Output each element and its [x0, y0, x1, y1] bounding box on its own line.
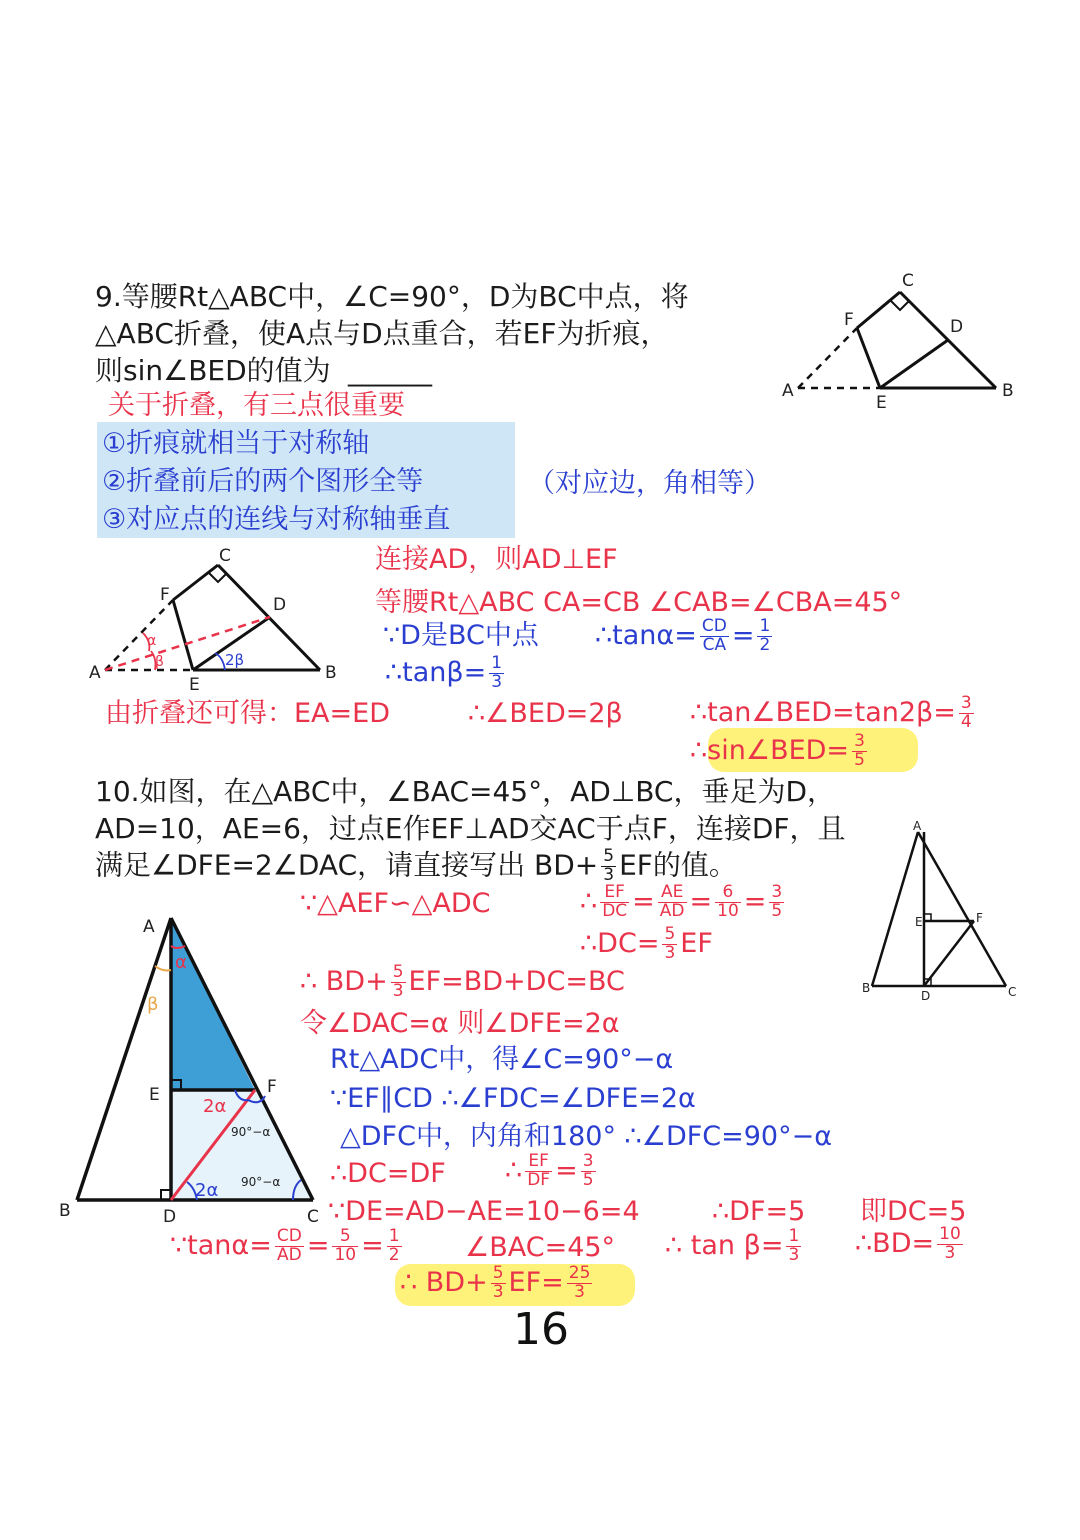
- q9-sol-2: 等腰Rt△ABC CA=CB ∠CAB=∠CBA=45°: [375, 587, 903, 618]
- q10-fig2-label-d: D: [163, 1207, 177, 1227]
- q9-fig2-alpha: α: [147, 633, 157, 649]
- q10-sol-4: 令∠DAC=α 则∠DFE=2α: [300, 1008, 620, 1039]
- q9-point-1: ①折痕就相当于对称轴: [102, 428, 370, 459]
- q10-sol-2: ∴DC= $\frac{5}{3}$ EF: [580, 924, 713, 963]
- q10-fig1-label-a: A: [913, 819, 922, 833]
- q9-fig1-label-b: B: [1002, 381, 1014, 401]
- q10-fig2-label-a: A: [143, 917, 155, 937]
- q9-point-3: ③对应点的连线与对称轴垂直: [102, 504, 451, 535]
- q9-stem-line3: 则sin∠BED的值为: [95, 354, 331, 387]
- q10-fig1-label-d: D: [921, 989, 931, 1003]
- q10-figure-original: [860, 820, 1030, 1005]
- q9-figure-original: [770, 270, 1030, 413]
- q10-stem-line3: 满足∠DFE=2∠DAC，请直接写出 BD+ $\frac{5}{3}$ EF的值。: [95, 846, 737, 885]
- q10-fig1-label-b: B: [862, 981, 871, 995]
- q10-sol-8a: ∴DC=DF: [330, 1158, 446, 1189]
- q10-figure-solution: [55, 910, 345, 1230]
- q10-sol-10d: ∴BD= $\frac{10}{3}$: [855, 1224, 961, 1263]
- q9-figure-solution: [85, 545, 355, 695]
- q9-sol-3b: ∴tanα= $\frac{CD}{CA}$ = $\frac{1}{2}$: [595, 616, 771, 655]
- q10-sol-1b: ∴ $\frac{EF}{DC}$ = $\frac{AE}{AD}$ = $\frac{6}{10}$ = $\frac{3}{5}$: [580, 882, 783, 921]
- q9-fig1-label-f: F: [844, 310, 854, 330]
- q10-stem-line2: AD=10，AE=6，过点E作EF⊥AD交AC于点F，连接DF，且: [95, 812, 846, 845]
- q9-sol-4: ∴tanβ= $\frac{1}{3}$: [385, 653, 503, 692]
- page-number: 16: [513, 1304, 569, 1355]
- q9-fig2-label-d: D: [273, 595, 287, 615]
- q9-point-2: ②折叠前后的两个图形全等: [102, 466, 424, 497]
- q10-fig2-label-e: E: [149, 1085, 160, 1105]
- q10-sol-10c: ∴ tan β= $\frac{1}{3}$: [665, 1226, 800, 1265]
- q10-answer: ∴ BD+ $\frac{5}{3}$ EF= $\frac{25}{3}$: [400, 1263, 591, 1302]
- q10-sol-5: Rt△ADC中，得∠C=90°−α: [330, 1044, 674, 1075]
- q10-sol-3: ∴ BD+ $\frac{5}{3}$ EF=BD+DC=BC: [300, 962, 625, 1001]
- q10-fig2-ninety-top: 90°−α: [231, 1125, 271, 1139]
- q10-sol-9b: ∴DF=5: [712, 1196, 806, 1227]
- q9-fig2-label-c: C: [219, 546, 231, 566]
- q10-fig1-label-c: C: [1008, 985, 1017, 999]
- q10-sol-10a: ∵tanα= $\frac{CD}{AD}$ = $\frac{5}{10}$ = $\frac{1}{2}$: [170, 1226, 400, 1265]
- q10-fig1-label-f: F: [976, 911, 983, 925]
- q9-points-note: （对应边，角相等）: [528, 468, 771, 499]
- q9-answer: ∴sin∠BED= $\frac{3}{5}$: [690, 731, 865, 770]
- q10-fig2-twoalpha-top: 2α: [203, 1096, 227, 1117]
- q9-stem-line1: 9.等腰Rt△ABC中，∠C=90°，D为BC中点，将: [95, 280, 689, 313]
- q9-fig1-label-d: D: [950, 317, 964, 337]
- q10-fig2-alpha: α: [175, 952, 187, 973]
- q10-stem-line1: 10.如图，在△ABC中，∠BAC=45°，AD⊥BC，垂足为D，: [95, 775, 836, 808]
- q9-fig2-label-e: E: [189, 675, 200, 695]
- q10-fig2-ninety-bottom: 90°−α: [241, 1175, 281, 1189]
- q9-sol-5b: ∴∠BED=2β: [468, 698, 623, 729]
- q10-fig2-beta: β: [147, 994, 159, 1015]
- q10-sol-9c: 即DC=5: [860, 1196, 967, 1227]
- q10-fig1-label-e: E: [915, 915, 923, 929]
- q10-sol-1: ∵△AEF∽△ADC: [300, 888, 491, 919]
- q9-fig1-label-a: A: [782, 381, 794, 401]
- q10-sol-8b: ∴ $\frac{EF}{DF}$ = $\frac{3}{5}$: [505, 1151, 594, 1190]
- q9-note-title: 关于折叠，有三点很重要: [108, 390, 405, 421]
- q9-fig2-beta: β: [155, 654, 164, 670]
- q9-fig2-label-f: F: [160, 585, 170, 605]
- q9-answer-blank: ______: [348, 354, 432, 387]
- q9-sol-1: 连接AD，则AD⊥EF: [375, 544, 618, 575]
- q9-fig2-label-b: B: [325, 663, 337, 683]
- q9-sol-3a: ∵D是BC中点: [383, 620, 539, 651]
- q10-sol-9a: ∵DE=AD−AE=10−6=4: [328, 1196, 640, 1227]
- q10-sol-6: ∵EF∥CD ∴∠FDC=∠DFE=2α: [330, 1083, 696, 1114]
- q9-fig1-label-c: C: [902, 271, 914, 291]
- q10-fig2-label-f: F: [267, 1077, 277, 1097]
- q9-sol-5c: ∴tan∠BED=tan2β= $\frac{3}{4}$: [690, 693, 972, 732]
- q10-fig2-twoalpha-bottom: 2α: [195, 1180, 219, 1201]
- q9-stem-line2: △ABC折叠，使A点与D点重合，若EF为折痕，: [95, 317, 669, 350]
- q9-fig1-label-e: E: [876, 393, 887, 413]
- q10-sol-10b: ∠BAC=45°: [465, 1232, 616, 1263]
- q9-sol-5a: 由折叠还可得：EA=ED: [105, 698, 391, 729]
- q9-fig2-twobeta: 2β: [225, 651, 245, 669]
- q10-fig2-label-b: B: [59, 1201, 71, 1221]
- q9-fig2-label-a: A: [89, 663, 101, 683]
- q10-sol-7: △DFC中，内角和180° ∴∠DFC=90°−α: [340, 1121, 833, 1152]
- q10-fig2-label-c: C: [307, 1207, 319, 1227]
